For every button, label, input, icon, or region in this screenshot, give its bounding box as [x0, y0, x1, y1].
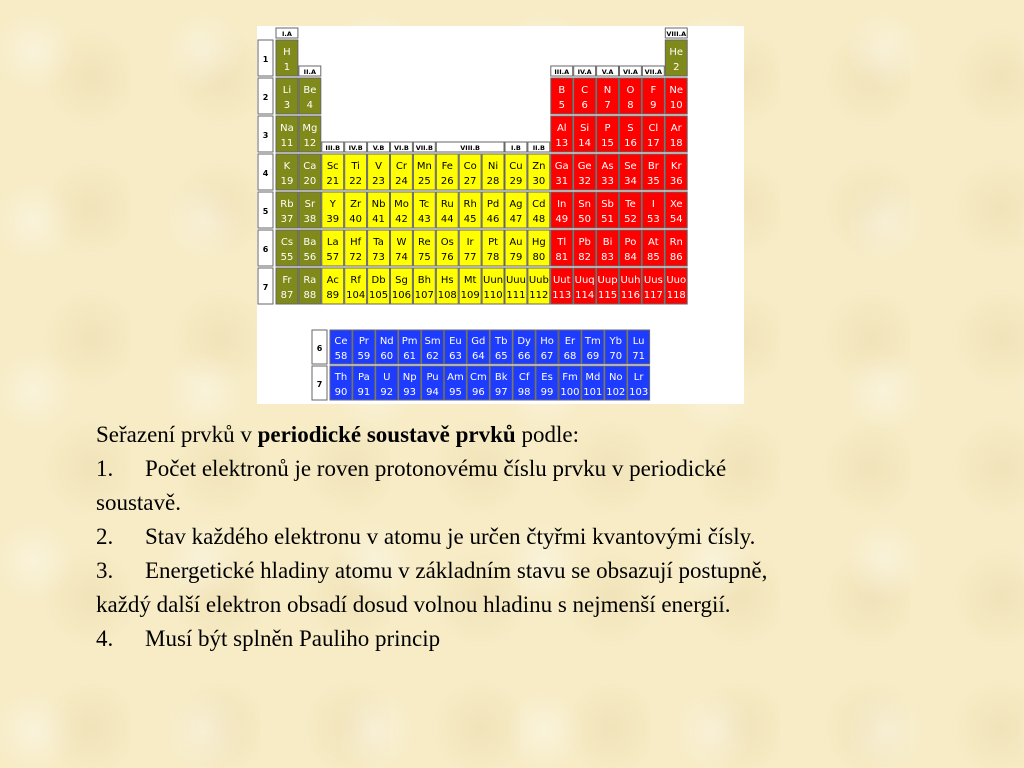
element-symbol: Bh	[417, 275, 431, 286]
f-element-number: 67	[540, 351, 554, 362]
element-symbol: Sr	[304, 199, 316, 210]
element-number: 53	[646, 214, 660, 225]
element-symbol: Hf	[350, 237, 362, 248]
element-number: 13	[555, 138, 569, 149]
list-text: Musí být splněn Pauliho princip	[145, 626, 441, 651]
element-number: 117	[643, 290, 663, 301]
element-number: 104	[346, 290, 366, 301]
f-element-number: 102	[606, 387, 626, 398]
element-number: 73	[372, 252, 385, 263]
period-label: 6	[262, 245, 269, 254]
period-label: 7	[262, 283, 269, 292]
f-element-number: 97	[494, 387, 508, 398]
period-label: 5	[262, 207, 269, 216]
element-number: 7	[604, 100, 611, 111]
period-label: 2	[262, 93, 269, 102]
element-number: 54	[669, 214, 683, 225]
list-item-1-cont: soustavě.	[96, 490, 181, 515]
element-number: 36	[669, 176, 683, 187]
group-header-label: III.A	[554, 68, 570, 76]
element-number: 51	[601, 214, 614, 225]
element-symbol: At	[648, 237, 659, 248]
f-element-number: 65	[494, 351, 508, 362]
element-symbol: Se	[624, 161, 637, 172]
f-element-number: 71	[632, 351, 646, 362]
element-number: 18	[669, 138, 683, 149]
element-number: 115	[598, 290, 618, 301]
f-element-symbol: Am	[447, 372, 464, 383]
f-element-number: 64	[471, 351, 485, 362]
element-number: 17	[646, 138, 660, 149]
f-element-number: 91	[357, 387, 371, 398]
f-element-number: 66	[517, 351, 531, 362]
element-symbol: Rb	[280, 199, 294, 210]
element-symbol: N	[603, 85, 612, 96]
periodic-table-figure	[257, 26, 744, 404]
element-number: 39	[326, 214, 340, 225]
element-number: 24	[395, 176, 408, 187]
intro-line	[96, 418, 936, 452]
element-number: 4	[306, 100, 314, 111]
group-header-label: VIII.B	[460, 144, 481, 152]
element-symbol: Be	[303, 85, 317, 96]
f-element-symbol: No	[608, 372, 623, 383]
f-element-symbol: Tb	[495, 336, 508, 347]
element-number: 30	[532, 176, 546, 187]
f-element-symbol: U	[383, 372, 391, 383]
element-number: 108	[437, 290, 457, 301]
element-symbol: Ni	[487, 161, 499, 172]
element-symbol: Hs	[440, 275, 454, 286]
element-number: 48	[532, 214, 546, 225]
f-element-number: 98	[517, 387, 531, 398]
element-symbol: Sg	[395, 275, 408, 286]
element-number: 6	[581, 100, 588, 111]
group-header-label: V.B	[372, 144, 385, 152]
f-element-symbol: Np	[402, 372, 417, 383]
element-number: 38	[303, 214, 317, 225]
element-number: 87	[280, 290, 294, 301]
element-number: 27	[463, 176, 477, 187]
f-period-label: 6	[316, 344, 323, 353]
f-element-number: 58	[334, 351, 348, 362]
group-header-label: VII.A	[644, 68, 663, 76]
element-number: 107	[414, 290, 434, 301]
element-symbol: Ca	[303, 161, 317, 172]
element-symbol: Re	[418, 237, 431, 248]
element-symbol: Mt	[463, 275, 477, 286]
element-symbol: Y	[329, 199, 336, 210]
element-number: 72	[349, 252, 363, 263]
f-element-number: 60	[380, 351, 394, 362]
intro-plain: Seřazení prvků v	[96, 422, 258, 447]
element-number: 45	[463, 214, 477, 225]
f-element-symbol: Bk	[494, 372, 508, 383]
element-number: 43	[417, 214, 431, 225]
f-element-symbol: Gd	[471, 336, 486, 347]
f-element-symbol: Fm	[562, 372, 578, 383]
element-symbol: Ag	[509, 199, 523, 210]
element-number: 77	[463, 252, 477, 263]
element-symbol: Ar	[670, 123, 682, 134]
group-header-label: II.B	[532, 144, 545, 152]
element-symbol: La	[326, 237, 339, 248]
element-symbol: Pt	[488, 237, 499, 248]
element-symbol: W	[396, 237, 407, 248]
element-number: 46	[486, 214, 500, 225]
element-symbol: Uuo	[666, 275, 687, 286]
element-symbol: Ir	[466, 237, 474, 248]
period-label: 3	[262, 131, 269, 140]
f-element-symbol: Pr	[358, 336, 369, 347]
list-text: Počet elektronů je roven protonovému číslu prvku v periodické	[145, 456, 727, 481]
element-symbol: Cd	[532, 199, 546, 210]
list-item-2	[96, 520, 936, 554]
group-header-label: IV.B	[348, 144, 363, 152]
period-label: 4	[262, 169, 269, 178]
element-number: 28	[486, 176, 500, 187]
list-item-4	[96, 622, 936, 656]
list-text: Stav každého elektronu v atomu je určen čtyřmi kvantovými čísly.	[145, 524, 756, 549]
element-symbol: Te	[625, 199, 636, 210]
element-number: 40	[349, 214, 363, 225]
element-symbol: Mn	[416, 161, 432, 172]
element-number: 3	[283, 100, 291, 111]
group-header-label: VII.B	[415, 144, 433, 152]
f-element-symbol: Lr	[633, 372, 644, 383]
element-symbol: Na	[280, 123, 294, 134]
group-header-label: VIII.A	[666, 30, 687, 38]
f-element-symbol: Lu	[632, 336, 645, 347]
f-element-symbol: Dy	[517, 336, 531, 347]
element-number: 44	[440, 214, 454, 225]
element-number: 22	[349, 176, 363, 187]
list-number: 4.	[96, 626, 114, 651]
element-symbol: Tl	[557, 237, 567, 248]
list-text: Energetické hladiny atomu v základním stavu se obsazují postupně,	[145, 558, 768, 583]
f-element-symbol: Er	[564, 336, 576, 347]
element-symbol: He	[669, 47, 684, 58]
element-number: 85	[646, 252, 660, 263]
element-number: 11	[280, 138, 294, 149]
element-symbol: Ac	[326, 275, 339, 286]
element-number: 81	[555, 252, 569, 263]
element-symbol: K	[283, 161, 291, 172]
element-symbol: Cu	[509, 161, 523, 172]
list-number: 3.	[96, 558, 114, 583]
f-element-symbol: Md	[585, 372, 601, 383]
list-number: 2.	[96, 524, 114, 549]
f-element-number: 93	[403, 387, 417, 398]
element-symbol: S	[627, 123, 634, 134]
element-symbol: Ge	[577, 161, 592, 172]
element-symbol: H	[283, 47, 291, 58]
element-number: 112	[529, 290, 549, 301]
element-number: 21	[326, 176, 340, 187]
element-symbol: Ba	[303, 237, 317, 248]
element-number: 105	[369, 290, 389, 301]
element-number: 20	[303, 176, 317, 187]
element-number: 84	[624, 252, 637, 263]
element-symbol: Br	[647, 161, 659, 172]
element-symbol: Mo	[394, 199, 409, 210]
f-element-number: 62	[426, 351, 439, 362]
element-number: 83	[601, 252, 614, 263]
element-symbol: Uuu	[505, 275, 526, 286]
element-number: 41	[372, 214, 385, 225]
element-symbol: Os	[440, 237, 454, 248]
f-element-number: 90	[334, 387, 348, 398]
element-number: 74	[395, 252, 408, 263]
element-number: 29	[509, 176, 523, 187]
element-number: 32	[578, 176, 592, 187]
group-header-label: III.B	[325, 144, 341, 152]
element-symbol: Al	[556, 123, 567, 134]
element-symbol: Ra	[303, 275, 317, 286]
element-number: 12	[303, 138, 317, 149]
element-symbol: Mg	[302, 123, 318, 134]
element-number: 16	[624, 138, 637, 149]
element-symbol: Sb	[601, 199, 614, 210]
element-symbol: Cs	[280, 237, 294, 248]
element-number: 79	[509, 252, 523, 263]
f-element-number: 94	[426, 387, 439, 398]
intro-tail: podle:	[515, 422, 579, 447]
element-symbol: Au	[509, 237, 523, 248]
f-element-number: 96	[471, 387, 485, 398]
element-number: 109	[460, 290, 480, 301]
element-number: 89	[326, 290, 340, 301]
element-number: 5	[558, 100, 565, 111]
f-element-symbol: Pm	[401, 336, 418, 347]
element-symbol: Tc	[419, 199, 430, 210]
list-number: 1.	[96, 456, 114, 481]
element-symbol: In	[557, 199, 567, 210]
list-item-3-cont: každý další elektron obsadí dosud volnou hladinu s nejmenší energií.	[96, 592, 731, 617]
f-element-symbol: Cf	[518, 372, 530, 383]
f-element-symbol: Nd	[379, 336, 394, 347]
element-number: 114	[575, 290, 595, 301]
element-number: 80	[532, 252, 546, 263]
f-element-symbol: Yb	[609, 336, 622, 347]
element-number: 10	[669, 100, 683, 111]
list-item-1	[96, 452, 936, 486]
element-number: 42	[395, 214, 408, 225]
element-symbol: Ne	[669, 85, 684, 96]
element-symbol: F	[650, 85, 657, 96]
element-number: 9	[650, 100, 657, 111]
element-symbol: Uup	[597, 275, 618, 286]
element-symbol: Ru	[440, 199, 454, 210]
element-symbol: Ta	[373, 237, 384, 248]
element-symbol: Zn	[532, 161, 546, 172]
element-symbol: V	[375, 161, 382, 172]
group-header-label: I.A	[281, 30, 292, 38]
element-symbol: Uus	[643, 275, 663, 286]
element-number: 55	[280, 252, 294, 263]
list-item-3	[96, 554, 936, 588]
element-symbol: Nb	[371, 199, 386, 210]
f-element-number: 95	[449, 387, 462, 398]
group-header-label: V.A	[601, 68, 614, 76]
element-number: 8	[627, 100, 634, 111]
f-element-symbol: Es	[541, 372, 553, 383]
description-text	[96, 418, 936, 656]
element-symbol: Sc	[326, 161, 339, 172]
element-number: 25	[417, 176, 431, 187]
f-element-symbol: Pu	[426, 372, 439, 383]
group-header-label: II.A	[303, 68, 317, 76]
f-period-label: 7	[316, 380, 323, 389]
element-number: 23	[372, 176, 385, 187]
element-symbol: C	[581, 85, 589, 96]
element-symbol: Db	[371, 275, 386, 286]
element-symbol: Uuh	[620, 275, 641, 286]
f-element-number: 92	[380, 387, 394, 398]
group-header-label: VI.B	[394, 144, 409, 152]
f-element-symbol: Ho	[540, 336, 554, 347]
element-number: 34	[624, 176, 637, 187]
element-number: 14	[578, 138, 592, 149]
period-label: 1	[262, 55, 269, 64]
element-number: 47	[509, 214, 523, 225]
element-number: 111	[506, 290, 526, 301]
element-symbol: B	[558, 85, 566, 96]
element-symbol: Hg	[531, 237, 546, 248]
intro-bold: periodické soustavě prvků	[257, 422, 516, 447]
element-symbol: Cl	[648, 123, 659, 134]
element-number: 26	[440, 176, 454, 187]
element-symbol: Xe	[669, 199, 683, 210]
element-number: 86	[669, 252, 683, 263]
element-number: 35	[646, 176, 660, 187]
element-symbol: Pb	[578, 237, 591, 248]
element-symbol: Fr	[282, 275, 292, 286]
element-number: 19	[280, 176, 294, 187]
element-number: 2	[673, 62, 680, 73]
element-number: 50	[578, 214, 592, 225]
element-number: 31	[555, 176, 569, 187]
f-element-number: 99	[540, 387, 554, 398]
group-header-label: IV.A	[577, 68, 592, 76]
f-element-number: 70	[609, 351, 623, 362]
element-symbol: Bi	[602, 237, 613, 248]
element-number: 76	[440, 252, 454, 263]
element-symbol: Uub	[528, 275, 549, 286]
f-element-symbol: Cm	[469, 372, 487, 383]
f-element-number: 103	[629, 387, 649, 398]
element-symbol: Uut	[552, 275, 571, 286]
f-element-symbol: Pa	[357, 372, 370, 383]
element-number: 82	[578, 252, 592, 263]
element-number: 52	[624, 214, 637, 225]
element-number: 33	[601, 176, 614, 187]
element-number: 106	[391, 290, 411, 301]
group-header-label: VI.A	[622, 68, 638, 76]
element-symbol: Zr	[350, 199, 362, 210]
element-number: 88	[303, 290, 317, 301]
element-symbol: Rf	[350, 275, 361, 286]
element-number: 57	[326, 252, 340, 263]
element-symbol: Fe	[441, 161, 453, 172]
f-element-number: 59	[357, 351, 371, 362]
element-number: 49	[555, 214, 569, 225]
element-symbol: I	[651, 199, 655, 210]
element-symbol: Pd	[486, 199, 500, 210]
f-element-number: 69	[586, 351, 600, 362]
element-number: 56	[303, 252, 317, 263]
element-number: 110	[483, 290, 503, 301]
f-element-symbol: Tm	[584, 336, 601, 347]
element-symbol: Li	[282, 85, 292, 96]
element-symbol: Ga	[554, 161, 569, 172]
element-symbol: O	[626, 85, 635, 96]
element-symbol: Si	[580, 123, 590, 134]
f-element-number: 61	[403, 351, 417, 362]
element-number: 118	[666, 290, 686, 301]
element-number: 113	[552, 290, 572, 301]
element-number: 75	[417, 252, 431, 263]
element-number: 1	[283, 62, 291, 73]
element-symbol: Rn	[669, 237, 683, 248]
periodic-table-graphic	[257, 26, 744, 404]
element-number: 37	[280, 214, 294, 225]
element-symbol: Sn	[578, 199, 591, 210]
element-number: 116	[620, 290, 640, 301]
element-symbol: Rh	[463, 199, 477, 210]
f-element-symbol: Eu	[449, 336, 462, 347]
element-symbol: Uun	[483, 275, 504, 286]
element-symbol: P	[604, 123, 611, 134]
element-number: 15	[601, 138, 614, 149]
f-element-symbol: Ce	[334, 336, 348, 347]
element-symbol: Uuq	[574, 275, 595, 286]
f-element-number: 101	[583, 387, 603, 398]
group-header-label: I.B	[511, 144, 521, 152]
element-symbol: Po	[624, 237, 637, 248]
element-symbol: Ti	[351, 161, 360, 172]
element-symbol: Kr	[670, 161, 682, 172]
f-element-symbol: Th	[334, 372, 348, 383]
element-symbol: Cr	[395, 161, 407, 172]
element-symbol: Co	[463, 161, 477, 172]
f-element-symbol: Sm	[424, 336, 441, 347]
f-element-number: 63	[449, 351, 462, 362]
element-number: 78	[486, 252, 500, 263]
f-element-number: 100	[560, 387, 580, 398]
element-symbol: As	[601, 161, 614, 172]
f-element-number: 68	[563, 351, 577, 362]
